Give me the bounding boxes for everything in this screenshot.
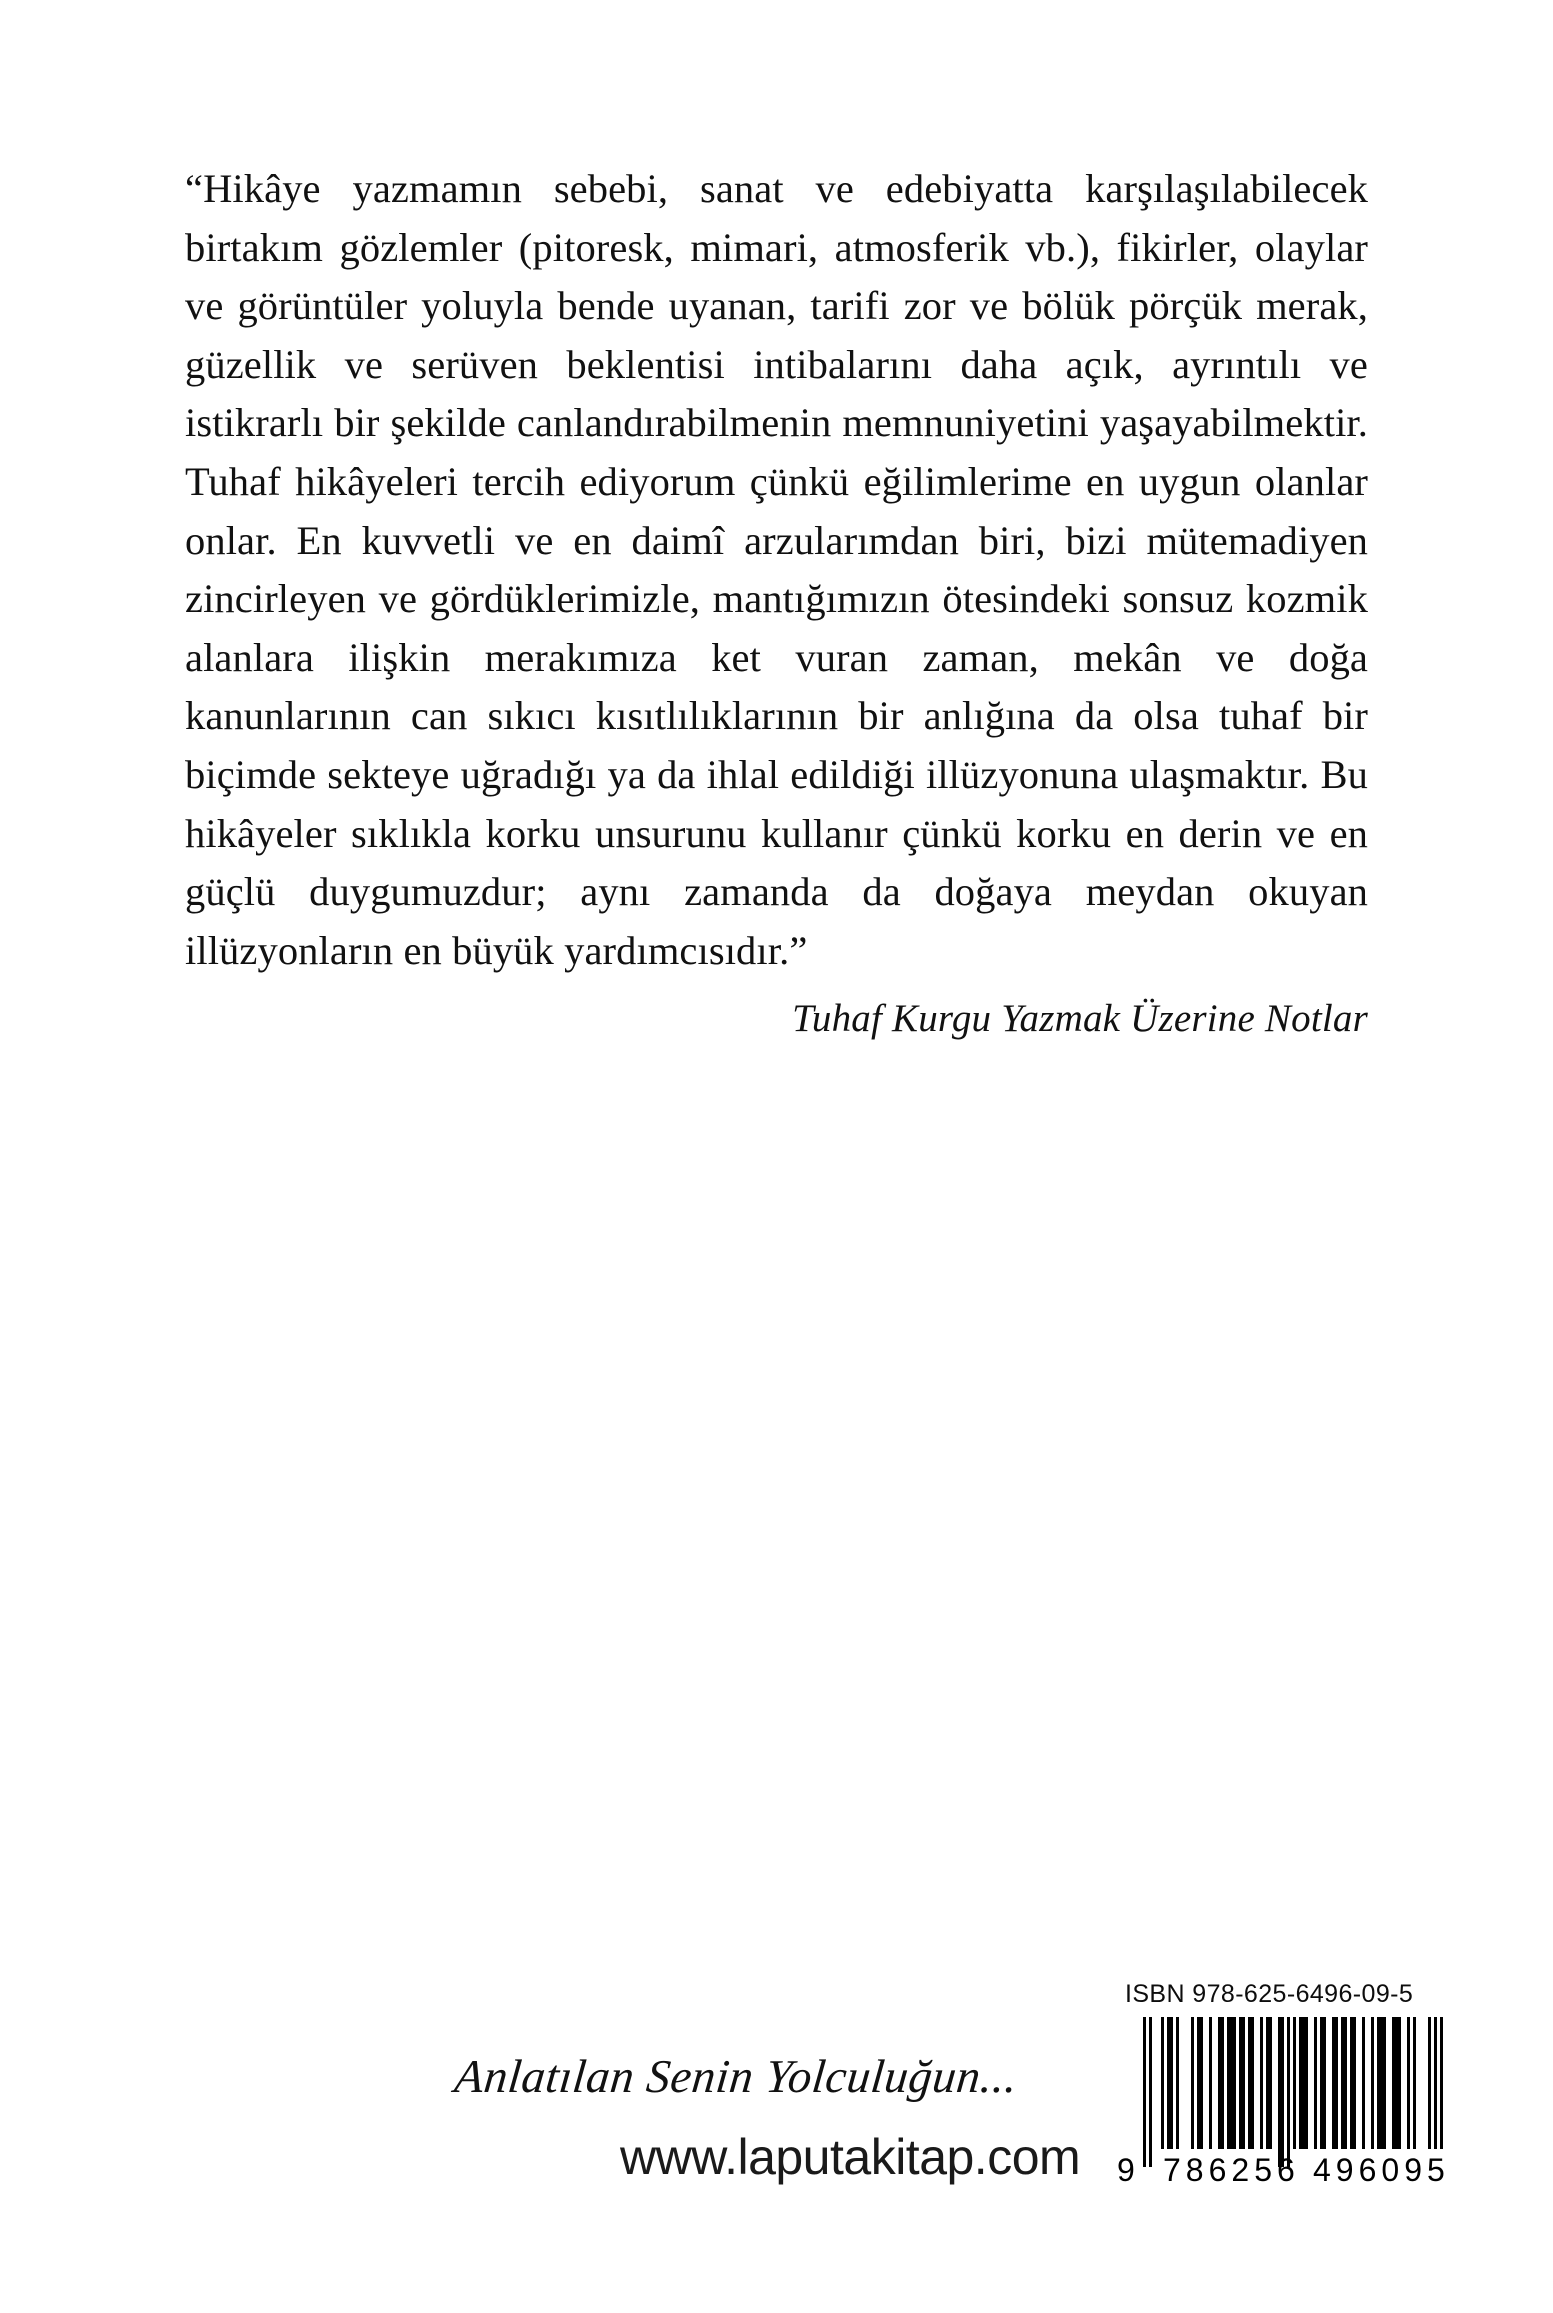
barcode-module	[1353, 2017, 1356, 2149]
barcode-module	[1269, 2017, 1272, 2149]
quote-attribution: Tuhaf Kurgu Yazmak Üzerine Notlar	[792, 997, 1368, 1041]
barcode-module	[1176, 2017, 1179, 2149]
barcode-module	[1323, 2017, 1326, 2149]
barcode-right-digits: 496095	[1313, 2152, 1450, 2188]
barcode-module	[1260, 2017, 1263, 2149]
barcode-module	[1143, 2017, 1146, 2167]
publisher-website: www.laputakitap.com	[620, 2129, 1081, 2185]
barcode-module	[1335, 2017, 1338, 2149]
publisher-slogan: Anlatılan Senin Yolculuğun...	[452, 2051, 1021, 2103]
barcode-module	[1287, 2017, 1290, 2167]
ean13-barcode	[1115, 2017, 1455, 2207]
barcode-module	[1233, 2017, 1236, 2149]
isbn-area	[1115, 1980, 1465, 2207]
barcode-module	[1209, 2017, 1212, 2149]
quote-body: “Hikâye yazmamın sebebi, sanat ve edebiyatta karşılaşılabilecek birtakım gözlemler (pitoresk, mimari, atmosferik vb.), fikirler, olaylar ve görüntüler yoluyla bende uyanan, tarifi zor ve bölük pörçük merak, güzellik ve serüven beklentisi intibalarını daha açık, ayrıntılı ve istikrarlı bir şekilde canlandırabilmenin memnuniyetini yaşayabilmektir. Tuhaf hikâyeleri tercih ediyorum çünkü eğilimlerime en uygun olanlar onlar. En kuvvetli ve en daimî arzularımdan biri, bizi mütemadiyen zincirleyen ve gördüklerimizle, mantığımızın ötesindeki sonsuz kozmik alanlara ilişkin merakımıza ket vuran zaman, mekân ve doğa kanunlarının can sıkıcı kısıtlılıklarının bir anlığına da olsa tuhaf bir biçimde sekteye uğradığı ya da ihlal edildiği illüzyonuna ulaşmaktır. Bu hikâyeler sıklıkla korku unsurunu kullanır çünkü korku en derin ve en güçlü duygumuzdur; aynı zamanda da doğaya meydan okuyan illüzyonların en büyük yardımcısıdır.”	[185, 166, 1368, 973]
barcode-module	[1251, 2017, 1254, 2149]
barcode-module	[1428, 2017, 1431, 2149]
barcode-left-digits: 786256	[1163, 2152, 1300, 2188]
barcode-module	[1170, 2017, 1173, 2149]
barcode-module	[1293, 2017, 1296, 2149]
barcode-module	[1305, 2017, 1308, 2149]
barcode-module	[1242, 2017, 1245, 2149]
barcode-module	[1413, 2017, 1416, 2149]
barcode-module	[1149, 2017, 1152, 2167]
barcode-module	[1200, 2017, 1203, 2149]
barcode-module	[1434, 2017, 1437, 2149]
barcode-module	[1281, 2017, 1284, 2167]
barcode-module	[1440, 2017, 1443, 2149]
barcode-module	[1362, 2017, 1365, 2149]
isbn-label: ISBN 978-625-6496-09-5	[1125, 1980, 1414, 2008]
quote-block	[185, 160, 1368, 1048]
barcode-module	[1398, 2017, 1401, 2149]
barcode-module	[1221, 2017, 1224, 2149]
barcode-module	[1344, 2017, 1347, 2149]
barcode-module	[1191, 2017, 1194, 2149]
barcode-module	[1383, 2017, 1386, 2149]
footer	[0, 1980, 1553, 2313]
barcode-module	[1314, 2017, 1317, 2149]
barcode-module	[1371, 2017, 1374, 2149]
barcode-module	[1407, 2017, 1410, 2149]
barcode-digits	[1115, 2150, 1455, 2192]
barcode-module	[1161, 2017, 1164, 2149]
barcode-lead-digit: 9	[1117, 2152, 1135, 2188]
barcode-bars	[1143, 2017, 1443, 2167]
